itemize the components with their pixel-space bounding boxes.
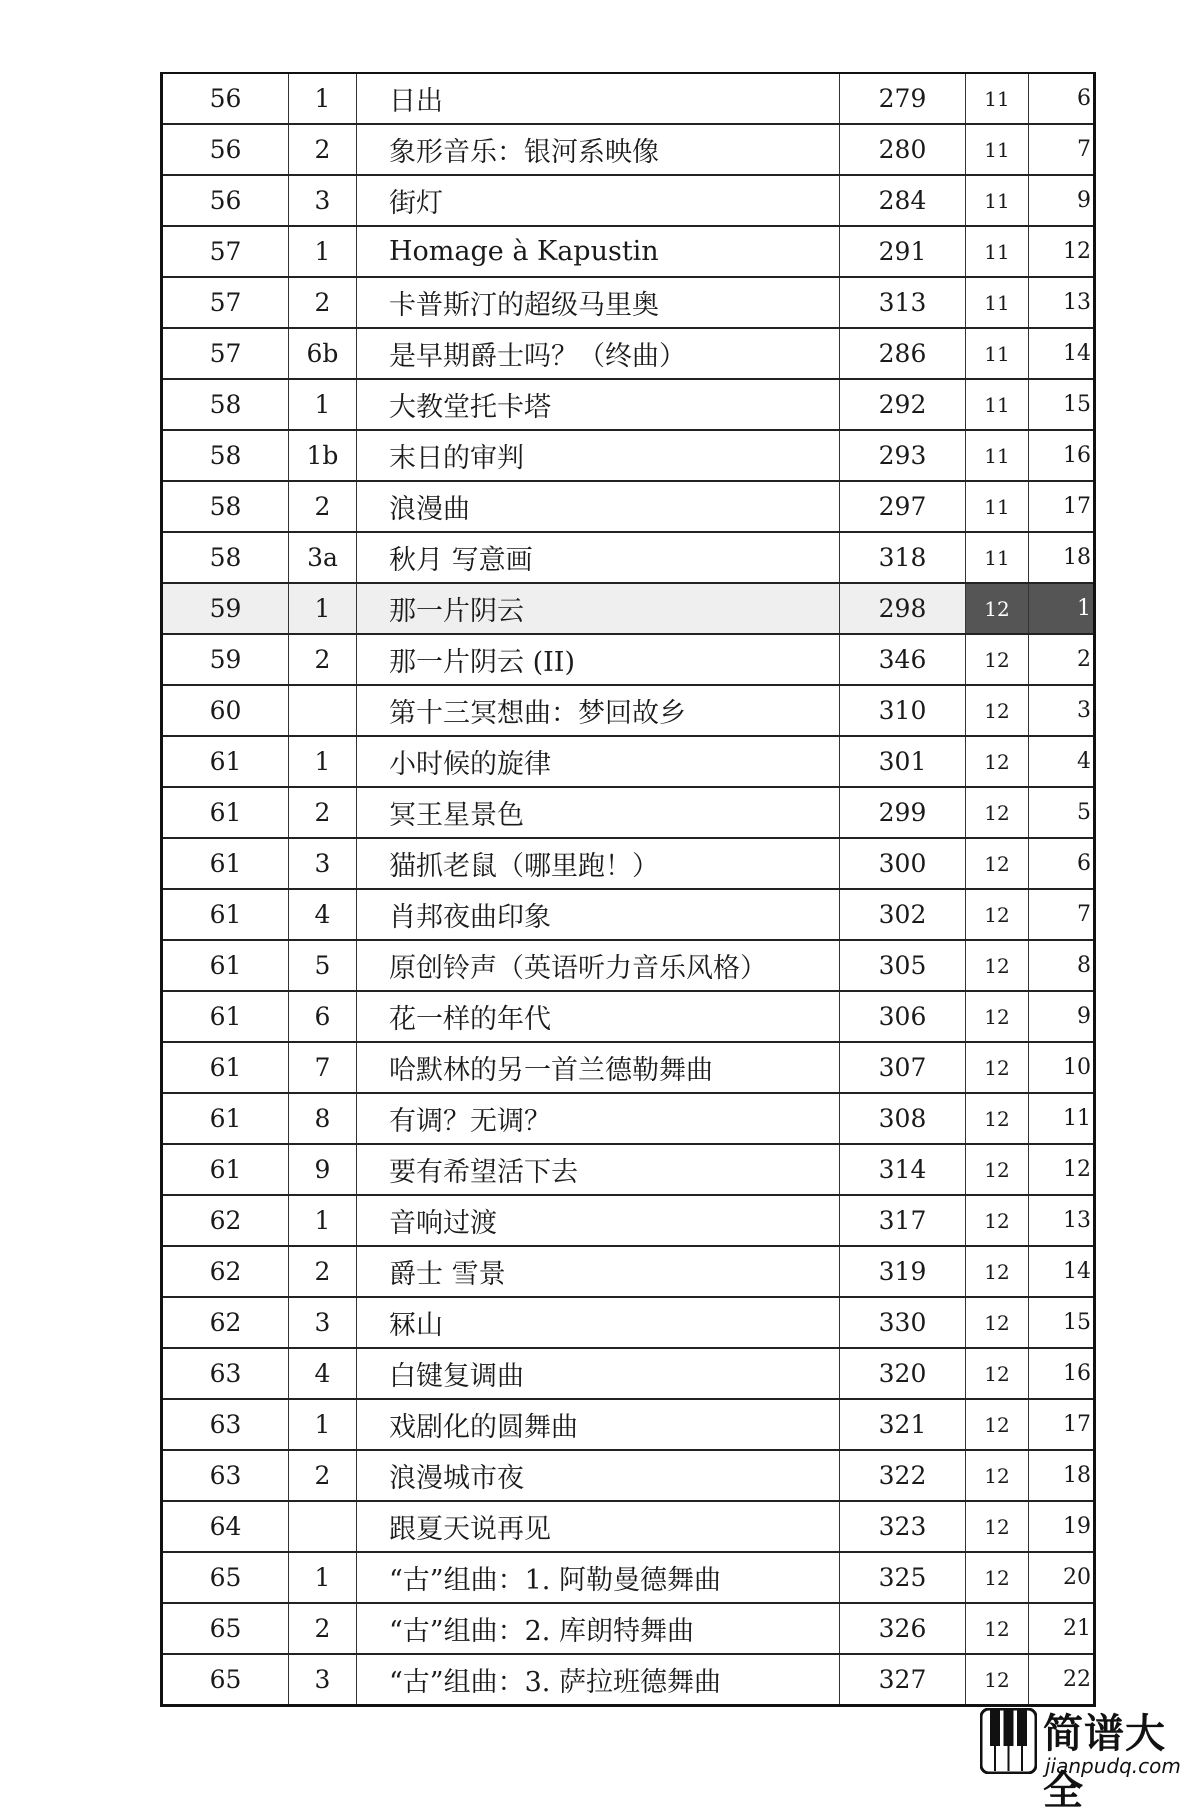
table-row: [162, 838, 1095, 889]
volume-cell: 12: [966, 1297, 1029, 1348]
volume-cell: 11: [966, 175, 1029, 226]
table-row: [162, 1093, 1095, 1144]
volume-cell: 12: [966, 634, 1029, 685]
volume-cell: 11: [966, 277, 1029, 328]
index-cell: 3: [289, 1297, 357, 1348]
unit-cell: 65: [162, 1654, 289, 1706]
page-cell: 317: [840, 1195, 966, 1246]
title-cell: 冧山: [357, 1297, 840, 1348]
position-cell: 2: [1029, 634, 1095, 685]
title-cell: 花一样的年代: [357, 991, 840, 1042]
page-cell: 291: [840, 226, 966, 277]
position-cell: 3: [1029, 685, 1095, 736]
index-cell: 2: [289, 634, 357, 685]
table-row: [162, 1654, 1095, 1706]
title-cell: “古”组曲：1. 阿勒曼德舞曲: [357, 1552, 840, 1603]
index-cell: 7: [289, 1042, 357, 1093]
page-cell: 297: [840, 481, 966, 532]
title-cell: 戏剧化的圆舞曲: [357, 1399, 840, 1450]
index-cell: 1b: [289, 430, 357, 481]
title-cell: 日出: [357, 73, 840, 124]
position-cell: 6: [1029, 838, 1095, 889]
index-cell: 1: [289, 73, 357, 124]
page-cell: 314: [840, 1144, 966, 1195]
table-row: [162, 685, 1095, 736]
page-cell: 318: [840, 532, 966, 583]
volume-cell: 11: [966, 430, 1029, 481]
title-cell: 那一片阴云: [357, 583, 840, 634]
unit-cell: 57: [162, 277, 289, 328]
title-cell: 是早期爵士吗？（终曲）: [357, 328, 840, 379]
position-cell: 13: [1029, 1195, 1095, 1246]
volume-cell: 12: [966, 1654, 1029, 1706]
volume-cell: 12: [966, 685, 1029, 736]
title-cell: 浪漫城市夜: [357, 1450, 840, 1501]
unit-cell: 65: [162, 1552, 289, 1603]
unit-cell: 56: [162, 73, 289, 124]
watermark: [975, 1700, 1200, 1814]
index-cell: 2: [289, 481, 357, 532]
volume-cell: 11: [966, 379, 1029, 430]
page-cell: 302: [840, 889, 966, 940]
table-row: [162, 328, 1095, 379]
index-cell: 1: [289, 1552, 357, 1603]
unit-cell: 61: [162, 940, 289, 991]
unit-cell: 57: [162, 328, 289, 379]
unit-cell: 61: [162, 991, 289, 1042]
position-cell: 20: [1029, 1552, 1095, 1603]
table-row: [162, 1603, 1095, 1654]
page-cell: 321: [840, 1399, 966, 1450]
title-cell: 浪漫曲: [357, 481, 840, 532]
unit-cell: 62: [162, 1246, 289, 1297]
page-cell: 323: [840, 1501, 966, 1552]
volume-cell: 12: [966, 991, 1029, 1042]
position-cell: 8: [1029, 940, 1095, 991]
position-cell: 17: [1029, 481, 1095, 532]
page-cell: 346: [840, 634, 966, 685]
title-cell: 第十三冥想曲：梦回故乡: [357, 685, 840, 736]
table-row: [162, 787, 1095, 838]
unit-cell: 62: [162, 1297, 289, 1348]
unit-cell: 59: [162, 583, 289, 634]
index-cell: 3: [289, 838, 357, 889]
position-cell: 9: [1029, 175, 1095, 226]
title-cell: 肖邦夜曲印象: [357, 889, 840, 940]
title-cell: 象形音乐：银河系映像: [357, 124, 840, 175]
table-row: [162, 1246, 1095, 1297]
page-cell: 280: [840, 124, 966, 175]
unit-cell: 61: [162, 787, 289, 838]
position-cell: 19: [1029, 1501, 1095, 1552]
table-row: [162, 277, 1095, 328]
table-row: [162, 1195, 1095, 1246]
position-cell: 14: [1029, 328, 1095, 379]
volume-cell: 12: [966, 1042, 1029, 1093]
unit-cell: 61: [162, 889, 289, 940]
unit-cell: 56: [162, 124, 289, 175]
position-cell: 17: [1029, 1399, 1095, 1450]
volume-cell: 12: [966, 1348, 1029, 1399]
volume-cell: 12: [966, 1093, 1029, 1144]
index-cell: 1: [289, 1195, 357, 1246]
table-row: [162, 1450, 1095, 1501]
position-cell: 21: [1029, 1603, 1095, 1654]
volume-cell: 11: [966, 124, 1029, 175]
position-cell: 16: [1029, 430, 1095, 481]
unit-cell: 58: [162, 379, 289, 430]
unit-cell: 58: [162, 430, 289, 481]
position-cell: 4: [1029, 736, 1095, 787]
page-cell: 298: [840, 583, 966, 634]
volume-cell: 12: [966, 1399, 1029, 1450]
unit-cell: 59: [162, 634, 289, 685]
index-cell: 1: [289, 583, 357, 634]
page-cell: 325: [840, 1552, 966, 1603]
page-cell: 301: [840, 736, 966, 787]
position-cell: 22: [1029, 1654, 1095, 1706]
volume-cell: 12: [966, 787, 1029, 838]
volume-cell: 12: [966, 583, 1029, 634]
volume-cell: 12: [966, 736, 1029, 787]
unit-cell: 61: [162, 1144, 289, 1195]
table-row: [162, 1552, 1095, 1603]
table-row: [162, 1042, 1095, 1093]
unit-cell: 57: [162, 226, 289, 277]
unit-cell: 58: [162, 532, 289, 583]
position-cell: 16: [1029, 1348, 1095, 1399]
title-cell: 秋月 写意画: [357, 532, 840, 583]
index-cell: 1: [289, 226, 357, 277]
index-cell: 3: [289, 175, 357, 226]
volume-cell: 12: [966, 1603, 1029, 1654]
page-cell: 308: [840, 1093, 966, 1144]
position-cell: 15: [1029, 1297, 1095, 1348]
table-row: [162, 1297, 1095, 1348]
watermark-title: 简谱大全: [1043, 1711, 1166, 1814]
volume-cell: 12: [966, 1450, 1029, 1501]
position-cell: 18: [1029, 532, 1095, 583]
index-cell: 1: [289, 1399, 357, 1450]
page-cell: 300: [840, 838, 966, 889]
unit-cell: 58: [162, 481, 289, 532]
unit-cell: 61: [162, 838, 289, 889]
title-cell: “古”组曲：3. 萨拉班德舞曲: [357, 1654, 840, 1706]
index-cell: 6: [289, 991, 357, 1042]
position-cell: 18: [1029, 1450, 1095, 1501]
position-cell: 12: [1029, 226, 1095, 277]
title-cell: 白键复调曲: [357, 1348, 840, 1399]
index-cell: 2: [289, 1603, 357, 1654]
index-cell: 8: [289, 1093, 357, 1144]
title-cell: 那一片阴云 (II): [357, 634, 840, 685]
volume-cell: 12: [966, 1195, 1029, 1246]
volume-cell: 12: [966, 1552, 1029, 1603]
page-cell: 330: [840, 1297, 966, 1348]
title-cell: 大教堂托卡塔: [357, 379, 840, 430]
unit-cell: 62: [162, 1195, 289, 1246]
title-cell: 街灯: [357, 175, 840, 226]
table-row: [162, 634, 1095, 685]
index-cell: [289, 1501, 357, 1552]
position-cell: 10: [1029, 1042, 1095, 1093]
volume-cell: 12: [966, 838, 1029, 889]
volume-cell: 12: [966, 1144, 1029, 1195]
index-cell: 1: [289, 379, 357, 430]
table-row: [162, 532, 1095, 583]
volume-cell: 11: [966, 328, 1029, 379]
title-cell: 哈默林的另一首兰德勒舞曲: [357, 1042, 840, 1093]
index-cell: 6b: [289, 328, 357, 379]
index-cell: 3: [289, 1654, 357, 1706]
piano-keys-icon: [980, 1708, 1037, 1774]
page-cell: 307: [840, 1042, 966, 1093]
page-cell: 286: [840, 328, 966, 379]
position-cell: 7: [1029, 124, 1095, 175]
index-cell: 1: [289, 736, 357, 787]
index-cell: 2: [289, 1246, 357, 1297]
page-cell: 306: [840, 991, 966, 1042]
table-row: [162, 889, 1095, 940]
page-cell: 313: [840, 277, 966, 328]
unit-cell: 63: [162, 1399, 289, 1450]
page-cell: 320: [840, 1348, 966, 1399]
table-row: [162, 481, 1095, 532]
index-cell: 9: [289, 1144, 357, 1195]
page-cell: 299: [840, 787, 966, 838]
unit-cell: 63: [162, 1348, 289, 1399]
title-cell: 有调？无调？: [357, 1093, 840, 1144]
table-row: [162, 1501, 1095, 1552]
position-cell: 7: [1029, 889, 1095, 940]
index-cell: 2: [289, 124, 357, 175]
table-row: [162, 1399, 1095, 1450]
volume-cell: 11: [966, 226, 1029, 277]
title-cell: 卡普斯汀的超级马里奥: [357, 277, 840, 328]
unit-cell: 65: [162, 1603, 289, 1654]
title-cell: 原创铃声（英语听力音乐风格）: [357, 940, 840, 991]
volume-cell: 12: [966, 1246, 1029, 1297]
volume-cell: 11: [966, 532, 1029, 583]
title-cell: 末日的审判: [357, 430, 840, 481]
volume-cell: 12: [966, 940, 1029, 991]
position-cell: 13: [1029, 277, 1095, 328]
unit-cell: 61: [162, 1042, 289, 1093]
unit-cell: 64: [162, 1501, 289, 1552]
unit-cell: 56: [162, 175, 289, 226]
index-cell: 3a: [289, 532, 357, 583]
volume-cell: 11: [966, 73, 1029, 124]
watermark-url: jianpudq.com: [1045, 1754, 1181, 1778]
index-cell: [289, 685, 357, 736]
page-cell: 319: [840, 1246, 966, 1297]
title-cell: “古”组曲：2. 库朗特舞曲: [357, 1603, 840, 1654]
page-cell: 293: [840, 430, 966, 481]
position-cell: 9: [1029, 991, 1095, 1042]
volume-cell: 11: [966, 481, 1029, 532]
unit-cell: 60: [162, 685, 289, 736]
title-cell: 小时候的旋律: [357, 736, 840, 787]
page-cell: 284: [840, 175, 966, 226]
position-cell: 15: [1029, 379, 1095, 430]
position-cell: 14: [1029, 1246, 1095, 1297]
title-cell: 跟夏天说再见: [357, 1501, 840, 1552]
table-row: [162, 736, 1095, 787]
table-row: [162, 583, 1095, 634]
title-cell: 音响过渡: [357, 1195, 840, 1246]
table-row: [162, 379, 1095, 430]
position-cell: 5: [1029, 787, 1095, 838]
page-cell: 279: [840, 73, 966, 124]
unit-cell: 61: [162, 1093, 289, 1144]
title-cell: 爵士 雪景: [357, 1246, 840, 1297]
title-cell: 冥王星景色: [357, 787, 840, 838]
table-row: [162, 124, 1095, 175]
table-row: [162, 991, 1095, 1042]
position-cell: 1: [1029, 583, 1095, 634]
title-cell: Homage à Kapustin: [357, 226, 840, 277]
position-cell: 6: [1029, 73, 1095, 124]
index-cell: 5: [289, 940, 357, 991]
catalog-body: [162, 73, 1095, 1706]
page-cell: 292: [840, 379, 966, 430]
page-cell: 326: [840, 1603, 966, 1654]
index-cell: 4: [289, 1348, 357, 1399]
page-cell: 305: [840, 940, 966, 991]
table-row: [162, 226, 1095, 277]
page-cell: 327: [840, 1654, 966, 1706]
index-cell: 2: [289, 787, 357, 838]
table-row: [162, 1348, 1095, 1399]
index-cell: 2: [289, 277, 357, 328]
index-cell: 4: [289, 889, 357, 940]
table-row: [162, 940, 1095, 991]
index-cell: 2: [289, 1450, 357, 1501]
catalog-table: [160, 72, 1096, 1707]
table-row: [162, 73, 1095, 124]
unit-cell: 63: [162, 1450, 289, 1501]
position-cell: 11: [1029, 1093, 1095, 1144]
unit-cell: 61: [162, 736, 289, 787]
volume-cell: 12: [966, 889, 1029, 940]
table-row: [162, 175, 1095, 226]
title-cell: 猫抓老鼠（哪里跑！）: [357, 838, 840, 889]
title-cell: 要有希望活下去: [357, 1144, 840, 1195]
table-row: [162, 430, 1095, 481]
volume-cell: 12: [966, 1501, 1029, 1552]
page-cell: 310: [840, 685, 966, 736]
table-row: [162, 1144, 1095, 1195]
page-cell: 322: [840, 1450, 966, 1501]
position-cell: 12: [1029, 1144, 1095, 1195]
